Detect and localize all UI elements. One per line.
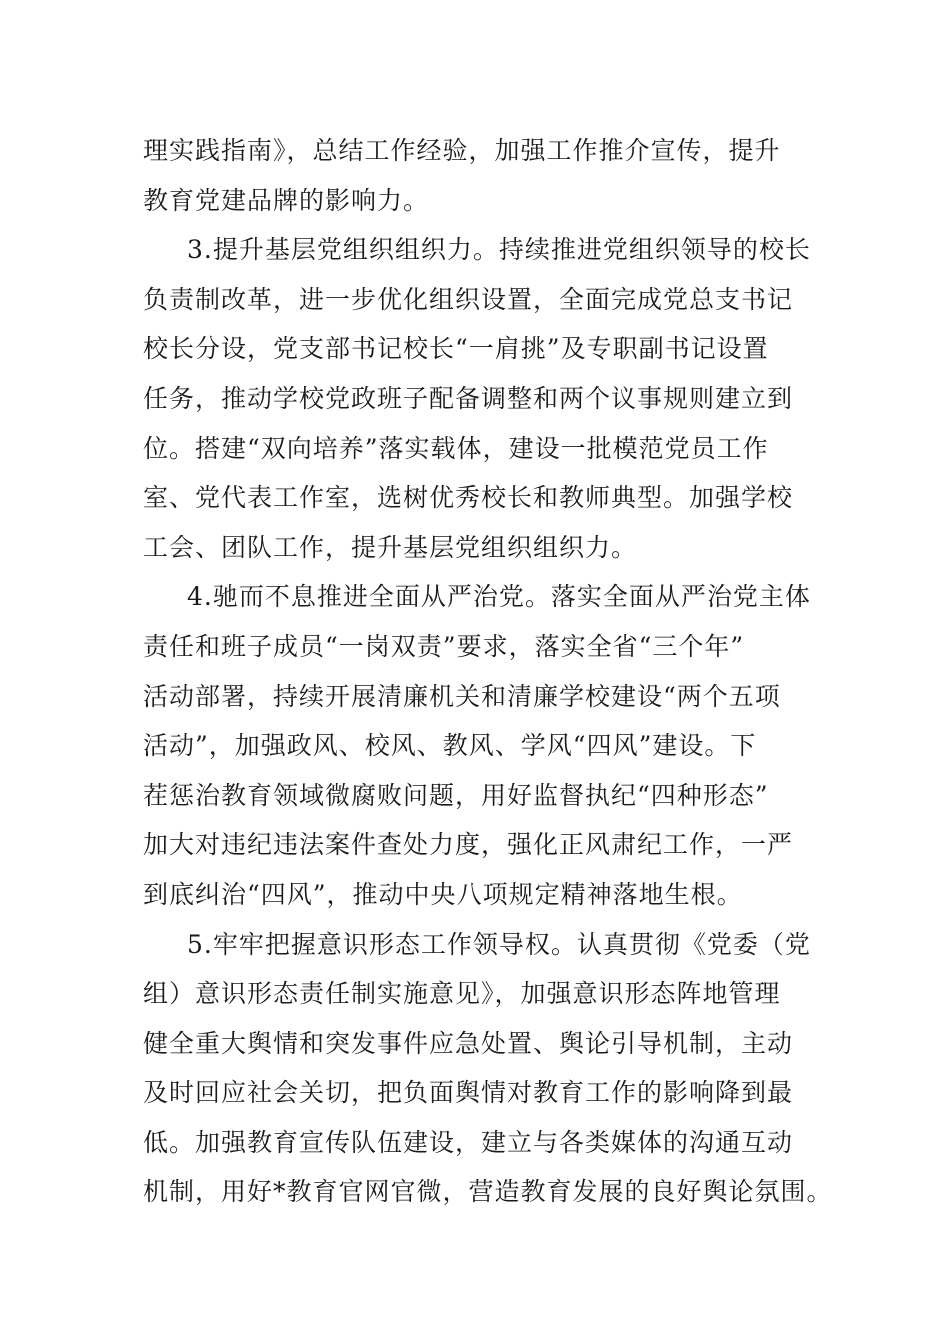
text-line: 工会、团队工作，提升基层党组织组织力。 bbox=[143, 532, 638, 562]
text-line: 理实践指南》，总结工作经验，加强工作推介宣传，提升 bbox=[143, 136, 781, 165]
text-line: 加大对违纪违法案件查处力度，强化正风肃纪工作，一严 bbox=[143, 830, 794, 860]
text-line: 校长分设，党支部书记校长“一肩挑”及专职副书记设置 bbox=[143, 334, 769, 364]
paragraph-start-line: 4.驰而不息推进全面从严治党。落实全面从严治党主体 bbox=[187, 582, 811, 612]
text-line: 位。搭建“双向培养”落实载体，建设一批模范党员工作 bbox=[143, 433, 769, 463]
text-line: 组）意识形态责任制实施意见》，加强意识形态阵地管理 bbox=[143, 979, 781, 1009]
text-line: 机制，用好*教育官网官微，营造教育发展的良好舆论氛围。 bbox=[143, 1177, 833, 1207]
text-line: 低。加强教育宣传队伍建设，建立与各类媒体的沟通互动 bbox=[143, 1127, 794, 1157]
text-line: 责任和班子成员“一岗双责”要求，落实全省“三个年” bbox=[143, 631, 745, 661]
text-line: 及时回应社会关切，把负面舆情对教育工作的影响降到最 bbox=[143, 1078, 794, 1108]
text-line: 教育党建品牌的影响力。 bbox=[143, 185, 430, 215]
text-line: 茬惩治教育领域微腐败问题，用好监督执纪“四种形态” bbox=[143, 780, 769, 810]
document-body bbox=[143, 126, 833, 1217]
text-line: 活动部署，持续开展清廉机关和清廉学校建设“两个五项 bbox=[143, 681, 781, 711]
text-line: 任务，推动学校党政班子配备调整和两个议事规则建立到 bbox=[143, 383, 794, 413]
text-line: 活动”，加强政风、校风、教风、学风“四风”建设。下 bbox=[143, 731, 757, 761]
text-line: 到底纠治“四风”，推动中央八项规定精神落地生根。 bbox=[143, 879, 743, 909]
text-line: 室、党代表工作室，选树优秀校长和教师典型。加强学校 bbox=[143, 483, 794, 513]
paragraph-start-line: 5.牢牢把握意识形态工作领导权。认真贯彻《党委（党 bbox=[187, 929, 811, 959]
text-line: 负责制改革，进一步优化组织设置，全面完成党总支书记 bbox=[143, 284, 794, 314]
text-line: 健全重大舆情和突发事件应急处置、舆论引导机制，主动 bbox=[143, 1028, 794, 1058]
paragraph-start-line: 3.提升基层党组织组织力。持续推进党组织领导的校长 bbox=[187, 235, 811, 265]
